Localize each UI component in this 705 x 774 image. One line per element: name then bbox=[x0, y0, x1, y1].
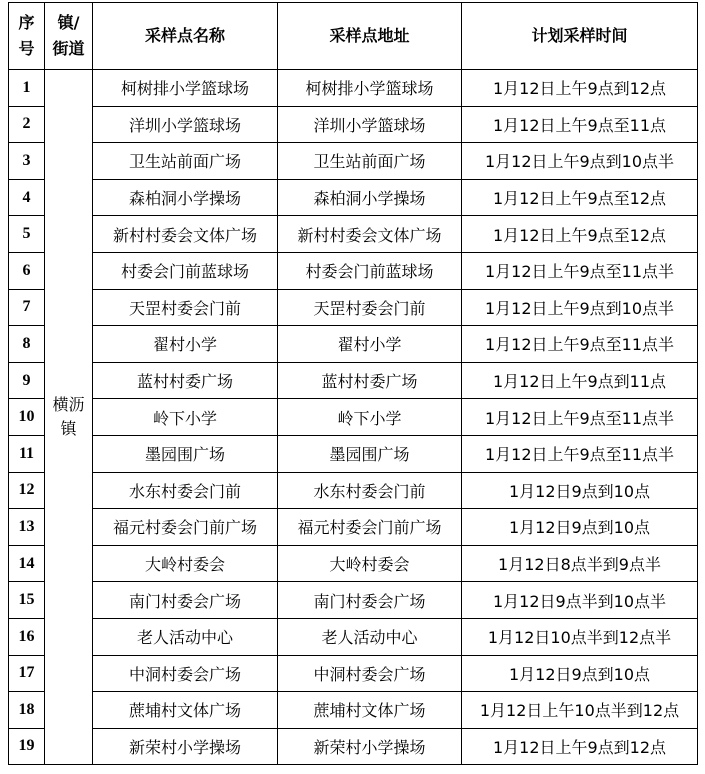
site-address-cell: 新村村委会文体广场 bbox=[278, 216, 462, 253]
schedule-time-cell: 1月12日上午9点至11点半 bbox=[462, 252, 698, 289]
table-row bbox=[9, 582, 698, 619]
row-index: 1 bbox=[9, 70, 45, 107]
header-index bbox=[9, 3, 45, 70]
header-site-address: 采样点地址 bbox=[278, 3, 462, 70]
site-address-cell: 岭下小学 bbox=[278, 399, 462, 436]
site-address-cell: 柯树排小学篮球场 bbox=[278, 70, 462, 107]
table-row bbox=[9, 545, 698, 582]
site-name-cell: 蔗埔村文体广场 bbox=[93, 692, 278, 729]
site-address-cell: 福元村委会门前广场 bbox=[278, 509, 462, 546]
schedule-time-cell: 1月12日上午9点至11点半 bbox=[462, 326, 698, 363]
row-index: 2 bbox=[9, 106, 45, 143]
site-address-cell: 大岭村委会 bbox=[278, 545, 462, 582]
header-row bbox=[9, 3, 698, 70]
site-name-cell: 岭下小学 bbox=[93, 399, 278, 436]
table-row bbox=[9, 692, 698, 729]
table-row bbox=[9, 326, 698, 363]
schedule-time-cell: 1月12日10点半到12点半 bbox=[462, 618, 698, 655]
site-name-cell: 翟村小学 bbox=[93, 326, 278, 363]
table-row bbox=[9, 252, 698, 289]
schedule-time-cell: 1月12日上午9点至11点半 bbox=[462, 435, 698, 472]
schedule-time-cell: 1月12日上午10点半到12点 bbox=[462, 692, 698, 729]
table-row bbox=[9, 399, 698, 436]
schedule-time-cell: 1月12日上午9点到10点半 bbox=[462, 289, 698, 326]
sampling-schedule-table bbox=[8, 2, 698, 765]
site-name-cell: 新村村委会文体广场 bbox=[93, 216, 278, 253]
row-index: 18 bbox=[9, 692, 45, 729]
schedule-time-cell: 1月12日上午9点到12点 bbox=[462, 728, 698, 765]
schedule-time-cell: 1月12日8点半到9点半 bbox=[462, 545, 698, 582]
row-index: 8 bbox=[9, 326, 45, 363]
table-row bbox=[9, 70, 698, 107]
site-address-cell: 新荣村小学操场 bbox=[278, 728, 462, 765]
schedule-time-cell: 1月12日上午9点到10点半 bbox=[462, 143, 698, 180]
row-index: 6 bbox=[9, 252, 45, 289]
header-time: 计划采样时间 bbox=[462, 3, 698, 70]
site-address-cell: 蔗埔村文体广场 bbox=[278, 692, 462, 729]
row-index: 4 bbox=[9, 179, 45, 216]
site-address-cell: 中洞村委会广场 bbox=[278, 655, 462, 692]
schedule-time-cell: 1月12日9点到10点 bbox=[462, 655, 698, 692]
table-row bbox=[9, 618, 698, 655]
row-index: 12 bbox=[9, 472, 45, 509]
schedule-time-cell: 1月12日上午9点至12点 bbox=[462, 216, 698, 253]
header-index-text: 序 号 bbox=[18, 13, 35, 58]
site-address-cell: 蓝村村委广场 bbox=[278, 362, 462, 399]
header-site-name: 采样点名称 bbox=[93, 3, 278, 70]
site-name-cell: 森柏洞小学操场 bbox=[93, 179, 278, 216]
site-address-cell: 墨园围广场 bbox=[278, 435, 462, 472]
table-row bbox=[9, 179, 698, 216]
row-index: 9 bbox=[9, 362, 45, 399]
site-address-cell: 卫生站前面广场 bbox=[278, 143, 462, 180]
site-name-cell: 老人活动中心 bbox=[93, 618, 278, 655]
schedule-time-cell: 1月12日9点半到10点半 bbox=[462, 582, 698, 619]
site-name-cell: 柯树排小学篮球场 bbox=[93, 70, 278, 107]
site-address-cell: 村委会门前蓝球场 bbox=[278, 252, 462, 289]
row-index: 3 bbox=[9, 143, 45, 180]
schedule-time-cell: 1月12日上午9点至11点半 bbox=[462, 399, 698, 436]
schedule-time-cell: 1月12日上午9点到11点 bbox=[462, 362, 698, 399]
table-row bbox=[9, 472, 698, 509]
row-index: 10 bbox=[9, 399, 45, 436]
site-name-cell: 大岭村委会 bbox=[93, 545, 278, 582]
site-address-cell: 翟村小学 bbox=[278, 326, 462, 363]
site-name-cell: 蓝村村委广场 bbox=[93, 362, 278, 399]
table-row bbox=[9, 509, 698, 546]
site-name-cell: 洋圳小学篮球场 bbox=[93, 106, 278, 143]
site-address-cell: 水东村委会门前 bbox=[278, 472, 462, 509]
site-name-cell: 村委会门前蓝球场 bbox=[93, 252, 278, 289]
schedule-time-cell: 1月12日上午9点至12点 bbox=[462, 179, 698, 216]
schedule-time-cell: 1月12日上午9点到12点 bbox=[462, 70, 698, 107]
site-name-cell: 新荣村小学操场 bbox=[93, 728, 278, 765]
site-name-cell: 天罡村委会门前 bbox=[93, 289, 278, 326]
site-name-cell: 卫生站前面广场 bbox=[93, 143, 278, 180]
row-index: 7 bbox=[9, 289, 45, 326]
site-address-cell: 老人活动中心 bbox=[278, 618, 462, 655]
table-row bbox=[9, 216, 698, 253]
row-index: 19 bbox=[9, 728, 45, 765]
schedule-time-cell: 1月12日9点到10点 bbox=[462, 509, 698, 546]
site-address-cell: 南门村委会广场 bbox=[278, 582, 462, 619]
row-index: 13 bbox=[9, 509, 45, 546]
table-row bbox=[9, 728, 698, 765]
row-index: 16 bbox=[9, 618, 45, 655]
site-name-cell: 中洞村委会广场 bbox=[93, 655, 278, 692]
row-index: 5 bbox=[9, 216, 45, 253]
row-index: 11 bbox=[9, 435, 45, 472]
row-index: 14 bbox=[9, 545, 45, 582]
site-address-cell: 森柏洞小学操场 bbox=[278, 179, 462, 216]
town-cell: 横沥 镇 bbox=[45, 70, 93, 765]
header-town-text: 镇/ 街道 bbox=[52, 13, 85, 58]
header-town bbox=[45, 3, 93, 70]
site-name-cell: 南门村委会广场 bbox=[93, 582, 278, 619]
table-row bbox=[9, 362, 698, 399]
schedule-time-cell: 1月12日9点到10点 bbox=[462, 472, 698, 509]
site-address-cell: 天罡村委会门前 bbox=[278, 289, 462, 326]
table-row bbox=[9, 289, 698, 326]
table-row bbox=[9, 655, 698, 692]
site-name-cell: 水东村委会门前 bbox=[93, 472, 278, 509]
site-name-cell: 墨园围广场 bbox=[93, 435, 278, 472]
table-row bbox=[9, 143, 698, 180]
table-row bbox=[9, 106, 698, 143]
table-row bbox=[9, 435, 698, 472]
site-address-cell: 洋圳小学篮球场 bbox=[278, 106, 462, 143]
schedule-time-cell: 1月12日上午9点至11点 bbox=[462, 106, 698, 143]
site-name-cell: 福元村委会门前广场 bbox=[93, 509, 278, 546]
row-index: 17 bbox=[9, 655, 45, 692]
row-index: 15 bbox=[9, 582, 45, 619]
